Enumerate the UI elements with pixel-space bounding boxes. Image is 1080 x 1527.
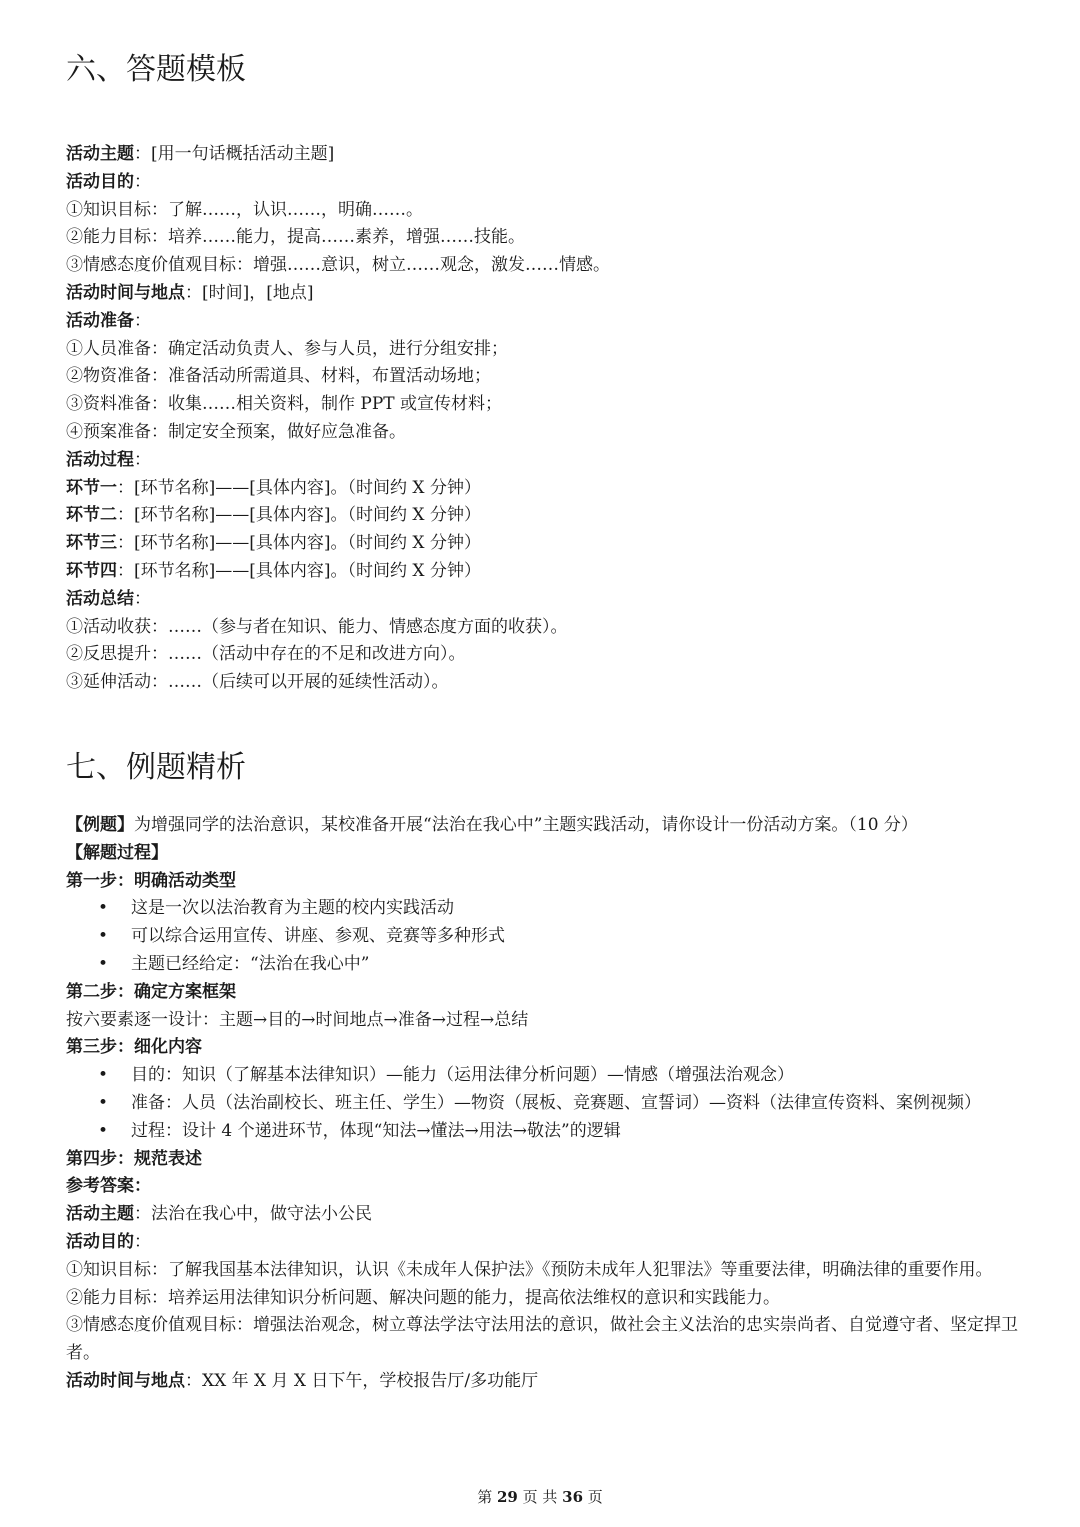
process-step <box>66 475 1026 503</box>
step-label: 环节二 <box>66 505 117 526</box>
bullet-item: • 目的：知识（了解基本法律知识）—能力（运用法律分析问题）—情感（增强法治观念） <box>66 1062 1026 1090</box>
section-6-title: 六、答题模板 <box>66 52 246 87</box>
bullet-item: • 准备：人员（法治副校长、班主任、学生）—物资（展板、竞赛题、宣誓词）—资料（法律宣传资料、案例视频） <box>66 1090 1026 1118</box>
current-page: 29 <box>496 1488 518 1506</box>
answer-label: 参考答案： <box>66 1176 151 1197</box>
example-label: 【例题】 <box>66 815 134 835</box>
purpose-item: ①知识目标：了解……，认识……，明确……。 <box>66 199 423 220</box>
bullet-dot: • <box>98 1120 109 1141</box>
section-7-title: 七、例题精析 <box>66 750 246 785</box>
step-text: ：[环节名称]——[具体内容]。（时间约 X 分钟） <box>117 560 481 581</box>
example-text: 为增强同学的法治意识，某校准备开展“法治在我心中”主题实践活动，请你设计一份活动方案。（10 分） <box>134 815 918 835</box>
step-text: ：[环节名称]——[具体内容]。（时间约 X 分钟） <box>117 505 481 526</box>
prep-item: ①人员准备：确定活动负责人、参与人员，进行分组安排； <box>66 338 508 359</box>
bullet-dot: • <box>98 953 109 974</box>
step-text: ：[环节名称]——[具体内容]。（时间约 X 分钟） <box>117 477 481 498</box>
answer-time-place-label: 活动时间与地点 <box>66 1370 185 1391</box>
page-number: 第 29 页 共 36 页 <box>477 1488 603 1506</box>
purpose-line <box>66 169 1026 197</box>
time-place-line <box>66 280 1026 308</box>
process-line <box>66 447 1026 475</box>
bullet-dot: • <box>98 1065 109 1086</box>
section-7-body <box>66 812 1026 1396</box>
bullet-item: • 主题已经给定：“法治在我心中” <box>66 951 1026 979</box>
summary-colon: ： <box>134 588 151 609</box>
time-place-label: 活动时间与地点 <box>66 282 185 303</box>
purpose-item: ③情感态度价值观目标：增强……意识，树立……观念，激发……情感。 <box>66 255 610 276</box>
process-step <box>66 558 1026 586</box>
step-label: 环节四 <box>66 560 117 581</box>
theme-line <box>66 141 1026 169</box>
summary-line <box>66 586 1026 614</box>
step2-title: 第二步：确定方案框架 <box>66 981 236 1002</box>
step-label: 环节三 <box>66 533 117 554</box>
bullet-item: • 可以综合运用宣传、讲座、参观、竞赛等多种形式 <box>66 923 1026 951</box>
answer-time-place-text: ：XX 年 X 月 X 日下午，学校报告厅/多功能厅 <box>185 1370 539 1391</box>
process-step <box>66 530 1026 558</box>
answer-theme-line <box>66 1201 1026 1229</box>
prep-line <box>66 308 1026 336</box>
bullet-item: • 过程：设计 4 个递进环节，体现“知法→懂法→用法→敬法”的逻辑 <box>66 1118 1026 1146</box>
summary-label: 活动总结 <box>66 588 134 609</box>
theme-label: 活动主题 <box>66 144 134 164</box>
example-question <box>66 812 1026 840</box>
answer-purpose-line <box>66 1229 1026 1257</box>
prep-colon: ： <box>134 310 151 331</box>
prep-item: ②物资准备：准备活动所需道具、材料，布置活动场地； <box>66 366 491 387</box>
step2-text: 按六要素逐一设计：主题→目的→时间地点→准备→过程→总结 <box>66 1009 529 1030</box>
answer-purpose-colon: ： <box>134 1231 151 1252</box>
theme-text: ：[用一句话概括活动主题] <box>134 144 335 164</box>
prep-item: ③资料准备：收集……相关资料，制作 PPT 或宣传材料； <box>66 394 503 415</box>
step1-title: 第一步：明确活动类型 <box>66 870 236 891</box>
answer-theme-label: 活动主题 <box>66 1204 134 1225</box>
answer-purpose-label: 活动目的 <box>66 1231 134 1252</box>
bullet-dot: • <box>98 1092 109 1113</box>
step-label: 环节一 <box>66 477 117 498</box>
bullet-item: • 这是一次以法治教育为主题的校内实践活动 <box>66 895 1026 923</box>
prep-label: 活动准备 <box>66 310 134 331</box>
step3-title: 第三步：细化内容 <box>66 1037 202 1058</box>
process-heading: 【解题过程】 <box>66 842 168 863</box>
step4-title: 第四步：规范表述 <box>66 1148 202 1169</box>
bullet-dot: • <box>98 898 109 919</box>
answer-time-place-line <box>66 1368 1026 1396</box>
process-step <box>66 502 1026 530</box>
purpose-label: 活动目的 <box>66 171 134 192</box>
section-6-body <box>66 141 1026 697</box>
purpose-item: ②能力目标：培养……能力，提高……素养，增强……技能。 <box>66 227 525 248</box>
total-pages: 36 <box>562 1488 584 1506</box>
answer-purpose-item: ③情感态度价值观目标：增强法治观念，树立尊法学法守法用法的意识，做社会主义法治的忠实崇尚者、自觉遵守者、坚定捍卫者。 <box>66 1315 1018 1364</box>
summary-item: ②反思提升：……（活动中存在的不足和改进方向）。 <box>66 644 466 665</box>
answer-purpose-item: ②能力目标：培养运用法律知识分析问题、解决问题的能力，提高依法维权的意识和实践能力。 <box>66 1287 780 1308</box>
answer-theme-text: ：法治在我心中，做守法小公民 <box>134 1204 372 1225</box>
time-place-text: ：[时间]，[地点] <box>185 282 314 303</box>
step-text: ：[环节名称]——[具体内容]。（时间约 X 分钟） <box>117 533 481 554</box>
process-colon: ： <box>134 449 151 470</box>
bullet-dot: • <box>98 926 109 947</box>
process-label: 活动过程 <box>66 449 134 470</box>
summary-item: ①活动收获：……（参与者在知识、能力、情感态度方面的收获）。 <box>66 616 568 637</box>
answer-purpose-item: ①知识目标：了解我国基本法律知识，认识《未成年人保护法》《预防未成年人犯罪法》等重要法律，明确法律的重要作用。 <box>66 1259 993 1280</box>
purpose-colon: ： <box>134 171 151 192</box>
summary-item: ③延伸活动：……（后续可以开展的延续性活动）。 <box>66 672 449 693</box>
prep-item: ④预案准备：制定安全预案，做好应急准备。 <box>66 421 406 442</box>
